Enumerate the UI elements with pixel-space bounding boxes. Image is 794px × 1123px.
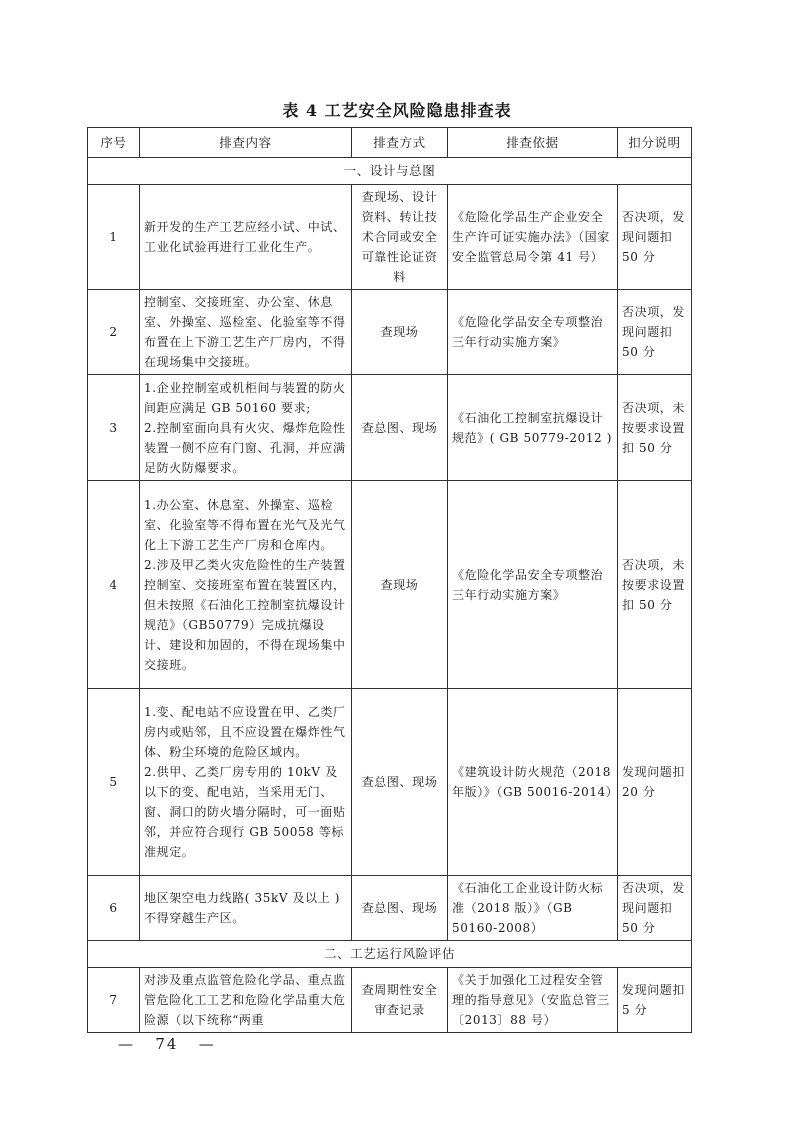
inspection-table [87, 127, 692, 1033]
section-row [88, 158, 692, 185]
row-basis: 《建筑设计防火规范（2018 年版）》（GB 50016-2014） [448, 689, 618, 876]
section-row [88, 941, 692, 968]
page-title: 表 4 工艺安全风险隐患排查表 [282, 101, 512, 120]
table-row [88, 689, 692, 876]
row-index: 4 [88, 481, 140, 689]
row-content [140, 968, 352, 1033]
header-basis: 排查依据 [448, 128, 618, 158]
page-number-dash-right: — [198, 1035, 216, 1053]
table-row [88, 876, 692, 941]
content-line: 1.变、配电站不应设置在甲、乙类厂房内或贴邻，且不应设置在爆炸性气体、粉尘环境的危险区域内。 [144, 705, 346, 759]
page-number-dash-left: — [118, 1035, 135, 1053]
row-method: 查总图、现场 [352, 876, 448, 941]
row-method: 查现场 [352, 481, 448, 689]
section-heading: 一、设计与总图 [88, 158, 692, 185]
content-line: 地区架空电力线路( 35kV 及以上 )不得穿越生产区。 [144, 891, 341, 925]
content-line: 1.企业控制室或机柜间与装置的防火间距应满足 GB 50160 要求; [144, 380, 346, 415]
content-line: 对涉及重点监管危险化学品、重点监管危险化工工艺和危险化学品重大危险源（以下统称“两重 [144, 973, 346, 1027]
row-method: 查总图、现场 [352, 375, 448, 481]
header-content: 排查内容 [140, 128, 352, 158]
row-content [140, 689, 352, 876]
row-index: 6 [88, 876, 140, 941]
row-score: 发现问题扣 5 分 [618, 968, 692, 1033]
row-basis: 《危险化学品安全专项整治三年行动实施方案》 [448, 481, 618, 689]
row-basis: 《关于加强化工过程安全管理的指导意见》（安监总管三〔2013〕88 号） [448, 968, 618, 1033]
table-row [88, 290, 692, 375]
row-content [140, 375, 352, 481]
header-method: 排查方式 [352, 128, 448, 158]
content-line: 2.控制室面向具有火灾、爆炸危险性装置一侧不应有门窗、孔洞，并应满足防火防爆要求。 [144, 420, 346, 475]
content-line: 控制室、交接班室、办公室、休息室、外操室、巡检室、化验室等不得布置在上下游工艺生产厂房内，不得在现场集中交接班。 [144, 295, 346, 369]
row-basis: 《石油化工企业设计防火标准（2018 版）》（GB 50160-2008） [448, 876, 618, 941]
row-basis: 《石油化工控制室抗爆设计规范》( GB 50779-2012 ) [448, 375, 618, 481]
row-content [140, 185, 352, 290]
content-line: 新开发的生产工艺应经小试、中试、工业化试验再进行工业化生产。 [144, 220, 346, 254]
page-number-value: 74 [155, 1035, 179, 1053]
page-number [118, 1035, 216, 1053]
table-row [88, 185, 692, 290]
row-basis: 《危险化学品安全专项整治三年行动实施方案》 [448, 290, 618, 375]
row-score: 发现问题扣 20 分 [618, 689, 692, 876]
row-method: 查现场 [352, 290, 448, 375]
row-index: 5 [88, 689, 140, 876]
row-method: 查总图、现场 [352, 689, 448, 876]
table-header-row [88, 128, 692, 158]
table-row [88, 481, 692, 689]
row-index: 3 [88, 375, 140, 481]
row-basis: 《危险化学品生产企业安全生产许可证实施办法》（国家安全监管总局令第 41 号） [448, 185, 618, 290]
row-score: 否决项，发现问题扣 50 分 [618, 876, 692, 941]
table-row [88, 375, 692, 481]
row-method: 查现场、设计资料、转让技术合同或安全可靠性论证资料 [352, 185, 448, 290]
table-row [88, 968, 692, 1033]
content-line: 2.涉及甲乙类火灾危险性的生产装置控制室、交接班室布置在装置区内，但未按照《石油化工控制室抗爆设计规范》（GB50779）完成抗爆设计、建设和加固的，不得在现场集中交接班。 [144, 557, 346, 672]
section-heading: 二、工艺运行风险评估 [88, 941, 692, 968]
row-score: 否决项，未按要求设置扣 50 分 [618, 375, 692, 481]
content-line: 1.办公室、休息室、外操室、巡检室、化验室等不得布置在光气及光气化上下游工艺生产厂房和仓库内。 [144, 497, 346, 552]
row-content [140, 876, 352, 941]
row-score: 否决项，发现问题扣 50 分 [618, 185, 692, 290]
row-index: 2 [88, 290, 140, 375]
row-score: 否决项，未按要求设置扣 50 分 [618, 481, 692, 689]
row-content [140, 481, 352, 689]
row-content [140, 290, 352, 375]
row-index: 7 [88, 968, 140, 1033]
content-line: 2.供甲、乙类厂房专用的 10kV 及以下的变、配电站，当采用无门、窗、洞口的防火墙分隔时，可一面贴邻，并应符合现行 GB 50058 等标准规定。 [144, 765, 346, 859]
row-method: 查周期性安全审查记录 [352, 968, 448, 1033]
row-index: 1 [88, 185, 140, 290]
row-score: 否决项，发现问题扣 50 分 [618, 290, 692, 375]
header-index: 序号 [88, 128, 140, 158]
header-score: 扣分说明 [618, 128, 692, 158]
